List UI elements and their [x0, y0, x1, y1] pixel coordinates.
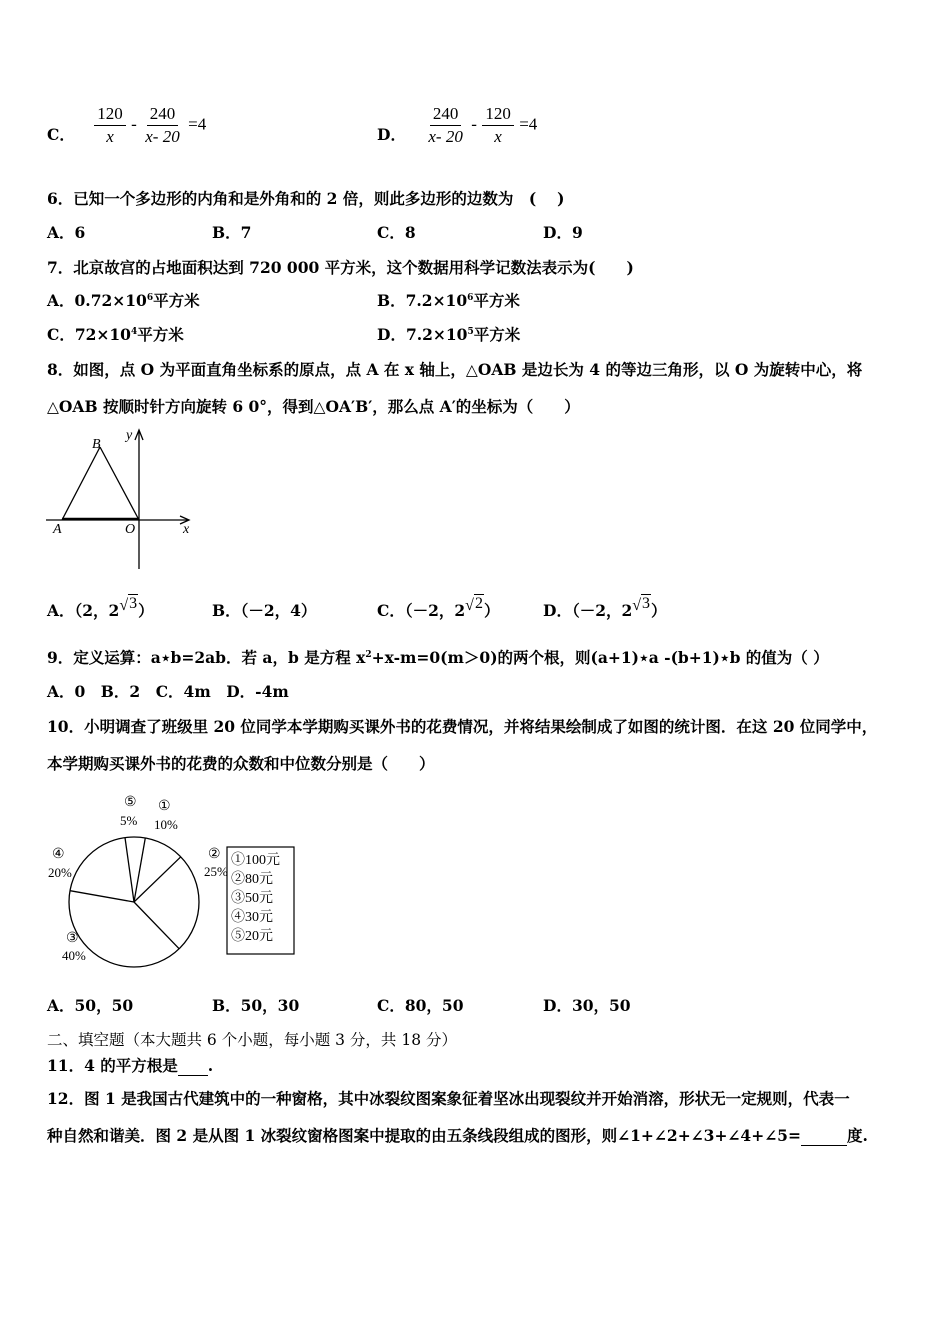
q8-a-sqrt: √3: [119, 595, 138, 614]
q11-answer-blank[interactable]: [178, 1056, 208, 1076]
q8-d-radicand: 3: [642, 595, 651, 612]
q7-b-pre: B．7.2×10: [377, 291, 468, 310]
section2-title: 二、填空题（本大题共 6 个小题，每小题 3 分，共 18 分）: [47, 1031, 458, 1049]
q12-line2: [47, 1124, 868, 1146]
q8-d-post: ）: [651, 601, 667, 620]
q7-a-post: 平方米: [153, 291, 200, 310]
label-y: y: [126, 428, 133, 443]
q5-d-num1: 240: [430, 104, 462, 126]
pie-slice-5-percent: 5%: [120, 813, 138, 828]
pie-slice-3-category: ③: [66, 931, 79, 946]
q6-option-d: D．9: [543, 223, 583, 242]
q8-c-pre: C．（－2，2: [377, 601, 466, 620]
q5-c-num1: 120: [94, 104, 126, 126]
pie-slice-3-edge: [134, 902, 179, 949]
q11-pre: 11．4 的平方根是: [47, 1056, 178, 1075]
q7-c-post: 平方米: [137, 325, 184, 344]
q5-d-fraction-2: [482, 104, 514, 147]
q10-option-b: B．50，30: [212, 996, 300, 1015]
q7-d-pre: D．7.2×10: [377, 325, 468, 344]
q12-line1: 12．图 1 是我国古代建筑中的一种窗格，其中冰裂纹图案象征着坚冰出现裂纹并开始消溶，形状无一定规则，代表一: [47, 1089, 850, 1108]
q7-c-exp: 4: [130, 326, 138, 337]
pie-slice-4-edge: [70, 891, 134, 902]
q7-stem: 7．北京故宫的占地面积达到 720 000 平方米，这个数据用科学记数法表示为( ): [47, 258, 634, 277]
q8-c-post: ）: [483, 601, 500, 620]
pie-slice-1-percent: 10%: [154, 817, 178, 832]
pie-legend-item-1: ①100元: [231, 853, 280, 868]
q7-a-pre: A．0.72×10: [47, 291, 147, 310]
q8-c-radicand: 2: [474, 595, 483, 612]
q7-option-b: [377, 289, 520, 311]
q5-c-fraction-2: [142, 104, 182, 147]
q8-option-a: [47, 595, 154, 621]
q5-c-fraction-1: [94, 104, 126, 147]
triangle-side-bo: [100, 447, 139, 520]
q6-stem: 6．已知一个多边形的内角和是外角和的 2 倍，则此多边形的边数为 ( ): [47, 189, 565, 208]
pie-slice-5-edge: [125, 838, 134, 902]
triangle-side-ab: [62, 447, 100, 520]
q8-d-pre: D．（－2，2: [543, 601, 633, 620]
q7-d-post: 平方米: [473, 325, 521, 344]
q10-option-c: C．80，50: [377, 996, 464, 1015]
q5-option-c: [47, 104, 206, 147]
q10-stem-line2: 本学期购买课外书的花费的众数和中位数分别是（ ）: [47, 754, 435, 773]
q8-option-b: B．（－2，4）: [212, 601, 317, 620]
q8-coordinate-figure: [40, 423, 200, 575]
pie-legend-item-4: ④30元: [231, 910, 273, 925]
pie-legend-item-5: ⑤20元: [231, 929, 273, 944]
q11-stem: [47, 1054, 213, 1076]
q11-post: .: [207, 1056, 214, 1075]
q5-c-den2: x- 20: [145, 127, 180, 146]
q9-stem-post: +x-m=0(m＞0)的两个根，则(a+1)⋆a -(b+1)⋆b 的值为（ ）: [371, 648, 829, 667]
q9-stem-exp: 2: [365, 649, 372, 660]
q5-c-minus: -: [131, 114, 137, 134]
q5-option-d: [377, 104, 537, 147]
q5-d-num2: 120: [482, 104, 514, 126]
label-x: x: [183, 522, 190, 537]
pie-slice-4-category: ④: [52, 847, 65, 862]
q9-options: A．0 B．2 C．4m D．-4m: [47, 682, 289, 701]
q10-pie-chart: [40, 790, 300, 975]
q8-a-post: ）: [138, 601, 154, 620]
q5-option-d-label: D．: [377, 124, 406, 144]
q7-option-a: [47, 289, 200, 311]
q5-d-den1: x- 20: [428, 127, 463, 146]
q6-option-a: A．6: [47, 223, 86, 242]
q5-d-den2: x: [494, 127, 502, 146]
q8-d-sqrt: √3: [632, 595, 651, 614]
q9-stem: [47, 646, 829, 668]
pie-slice-1-category: ①: [158, 799, 171, 814]
q7-a-exp: 6: [146, 292, 154, 303]
pie-slice-2-category: ②: [208, 847, 221, 862]
q5-d-equals: =4: [519, 114, 538, 134]
label-a: A: [53, 522, 62, 537]
q8-option-c: [377, 595, 500, 621]
q6-option-c: C．8: [377, 223, 416, 242]
q8-option-d: [543, 595, 667, 621]
q5-c-num2: 240: [147, 104, 179, 126]
q8-c-sqrt: √2: [465, 595, 483, 614]
q5-option-c-label: C．: [47, 124, 75, 144]
q8-stem-line2: △OAB 按顺时针方向旋转 6 0°，得到△OA′B′，那么点 A′的坐标为（ ）: [47, 397, 580, 416]
q12-answer-blank[interactable]: [801, 1126, 847, 1146]
q7-c-pre: C．72×10: [47, 325, 131, 344]
q5-c-den1: x: [106, 127, 114, 146]
q8-a-radicand: 3: [129, 595, 138, 612]
q5-d-fraction-1: [425, 104, 465, 147]
pie-legend-item-2: ②80元: [231, 872, 273, 887]
label-b: B: [92, 437, 101, 452]
pie-slice-3-percent: 40%: [62, 948, 86, 963]
q7-b-exp: 6: [467, 292, 474, 303]
pie-slice-4-percent: 20%: [48, 865, 72, 880]
q9-stem-pre: 9．定义运算：a⋆b=2ab．若 a，b 是方程 x: [47, 648, 366, 667]
q7-b-post: 平方米: [473, 291, 520, 310]
q6-option-b: B．7: [212, 223, 252, 242]
q5-c-equals: =4: [188, 114, 207, 134]
pie-slice-5-category: ⑤: [124, 795, 137, 810]
label-o: O: [125, 522, 136, 537]
q8-stem-line1: 8．如图，点 O 为平面直角坐标系的原点，点 A 在 x 轴上，△OAB 是边长为 4 的等边三角形，以 O 为旋转中心，将: [47, 360, 863, 379]
q12-line2-pre: 种自然和谐美．图 2 是从图 1 冰裂纹窗格图案中提取的由五条线段组成的图形，则∠1+∠2+∠3+∠4+∠5=: [47, 1126, 801, 1145]
q7-d-exp: 5: [467, 326, 474, 337]
q12-line2-post: 度.: [846, 1126, 868, 1145]
q7-option-d: [377, 323, 520, 345]
q10-option-a: A．50，50: [47, 996, 134, 1015]
pie-slice-2-percent: 25%: [204, 864, 228, 879]
q10-stem-line1: 10．小明调查了班级里 20 位同学本学期购买课外书的花费情况，并将结果绘制成了如图的统计图．在这 20 位同学中，: [47, 717, 878, 736]
pie-legend-item-3: ③50元: [231, 891, 273, 906]
q10-option-d: D．30，50: [543, 996, 631, 1015]
q7-option-c: [47, 323, 184, 345]
q8-a-pre: A．（2，2: [47, 601, 120, 620]
q5-d-minus: -: [471, 114, 477, 134]
